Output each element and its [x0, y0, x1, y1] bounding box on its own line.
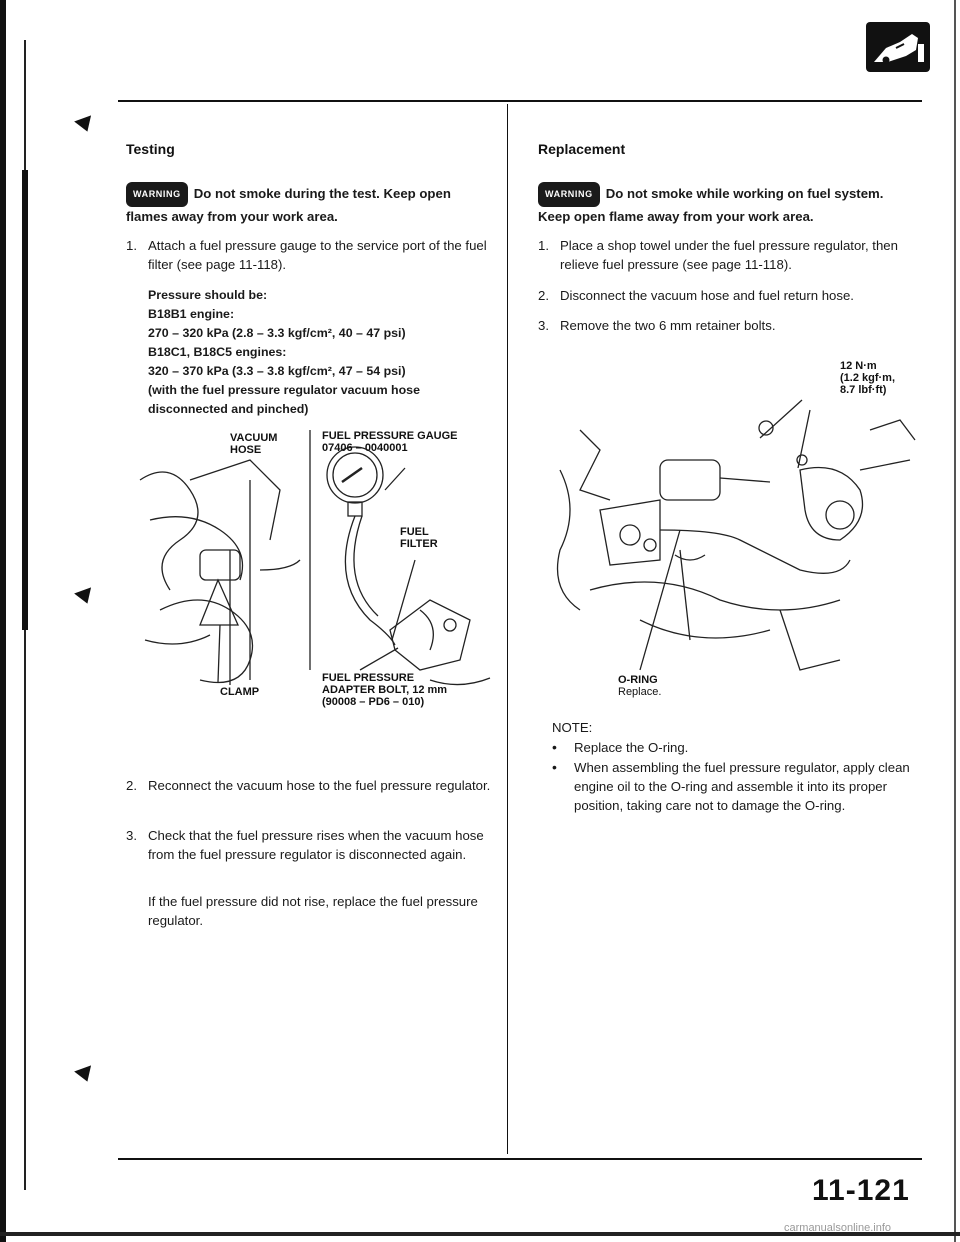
testing-step-3	[126, 826, 496, 864]
spec-title: Pressure should be:	[148, 288, 268, 302]
bullet-icon: •	[552, 739, 557, 755]
vacuum-hose-label-line2: HOSE	[230, 444, 262, 456]
page-number: 11-121	[812, 1174, 910, 1207]
step-number: 2.	[538, 288, 549, 303]
header-rule	[118, 100, 922, 102]
page-left-dark-bar	[22, 170, 28, 630]
gauge-label-line2: 07406 – 0040001	[322, 442, 408, 454]
fuel-pressure-gauge-label	[322, 430, 458, 454]
step-text: Remove the two 6 mm retainer bolts.	[560, 318, 776, 333]
page-left-rule	[0, 0, 6, 1242]
spec-note: (with the fuel pressure regulator vacuum hose disconnected and pinched)	[148, 383, 420, 416]
replacement-note-title: NOTE:	[552, 720, 593, 735]
note-bullet-text: Replace the O-ring.	[574, 740, 689, 755]
adapter-label-line1: FUEL PRESSURE	[322, 672, 415, 684]
replacement-step-1	[538, 236, 910, 274]
fuel-filter-label-line2: FILTER	[400, 538, 438, 550]
fuel-filter-label-line1: FUEL	[400, 526, 429, 538]
warning-badge: WARNING	[538, 182, 600, 207]
replacement-warning-text: Do not smoke while working on fuel system. Keep open flame away from your work area.	[538, 186, 884, 224]
pressure-spec-block	[148, 286, 498, 419]
spec-engine-b18b1: B18B1 engine:	[148, 307, 235, 321]
note-bullet-2	[552, 758, 912, 815]
note-bullet-text: When assembling the fuel pressure regulator, apply clean engine oil to the O-ring and assemble it into its proper position, taking care not to damage the O-ring.	[574, 760, 910, 813]
footer-rule	[118, 1158, 922, 1160]
o-ring-label	[618, 674, 661, 698]
replacement-warning	[538, 182, 910, 226]
step-number: 1.	[126, 238, 137, 253]
page-right-rule	[954, 0, 956, 1242]
step-text: Check that the fuel pressure rises when the vacuum hose from the fuel pressure regulator is disconnected again.	[148, 828, 484, 862]
spec-value-b18b1: 270 – 320 kPa (2.8 – 3.3 kgf/cm², 40 – 47 psi)	[148, 326, 406, 340]
step-text: Disconnect the vacuum hose and fuel return hose.	[560, 288, 854, 303]
step-number: 1.	[538, 238, 549, 253]
adapter-label-line2: ADAPTER BOLT, 12 mm	[322, 684, 448, 696]
o-ring-label-line1: O-RING	[618, 674, 658, 686]
testing-step-2	[126, 776, 496, 795]
vacuum-hose-label-line1: VACUUM	[230, 432, 278, 444]
adapter-label-line3: (90008 – PD6 – 010)	[322, 696, 425, 708]
torque-spec-line1: 12 N·m	[840, 360, 877, 372]
adapter-bolt-label	[322, 672, 447, 708]
step-text: Attach a fuel pressure gauge to the service port of the fuel filter (see page 11-118).	[148, 238, 487, 272]
fuel-system-section-icon	[866, 22, 930, 72]
step-number: 2.	[126, 778, 137, 793]
testing-warning	[126, 182, 494, 226]
replacement-heading: Replacement	[538, 141, 626, 157]
torque-spec-line3: 8.7 lbf·ft)	[840, 384, 887, 396]
warning-badge: WARNING	[126, 182, 188, 207]
bullet-icon: •	[552, 759, 557, 775]
testing-step-1	[126, 236, 496, 274]
testing-figure	[130, 420, 500, 760]
note-bullet-1	[552, 738, 912, 757]
step-number: 3.	[538, 318, 549, 333]
gauge-label-line1: FUEL PRESSURE GAUGE	[322, 430, 458, 442]
o-ring-label-line2: Replace.	[618, 686, 662, 698]
column-divider	[507, 104, 508, 1154]
footer-watermark: carmanualsonline.info	[784, 1222, 892, 1234]
replacement-figure-drawing	[540, 350, 920, 700]
spec-value-b18c: 320 – 370 kPa (3.3 – 3.8 kgf/cm², 47 – 54 psi)	[148, 364, 406, 378]
replacement-step-2	[538, 286, 910, 305]
margin-mark-bottom	[74, 1065, 96, 1084]
spec-engine-b18c: B18C1, B18C5 engines:	[148, 345, 287, 359]
step-text: Place a shop towel under the fuel pressure regulator, then relieve fuel pressure (see page 11-118).	[560, 238, 898, 272]
testing-figure-drawing	[130, 420, 500, 760]
replacement-figure	[540, 350, 920, 700]
margin-mark-top	[74, 115, 96, 134]
fuel-filter-label	[400, 526, 438, 550]
vacuum-hose-label	[230, 432, 277, 456]
step-text: Reconnect the vacuum hose to the fuel pressure regulator.	[148, 778, 491, 793]
replacement-step-3	[538, 316, 910, 335]
torque-spec-label	[840, 360, 895, 396]
testing-warning-text: Do not smoke during the test. Keep open flames away from your work area.	[126, 186, 451, 224]
testing-step-3-note: If the fuel pressure did not rise, replace the fuel pressure regulator.	[148, 894, 478, 928]
clamp-label: CLAMP	[220, 686, 260, 698]
margin-mark-middle	[74, 587, 96, 606]
torque-spec-line2: (1.2 kgf·m,	[840, 372, 896, 384]
step-number: 3.	[126, 828, 137, 843]
testing-heading: Testing	[126, 141, 175, 157]
